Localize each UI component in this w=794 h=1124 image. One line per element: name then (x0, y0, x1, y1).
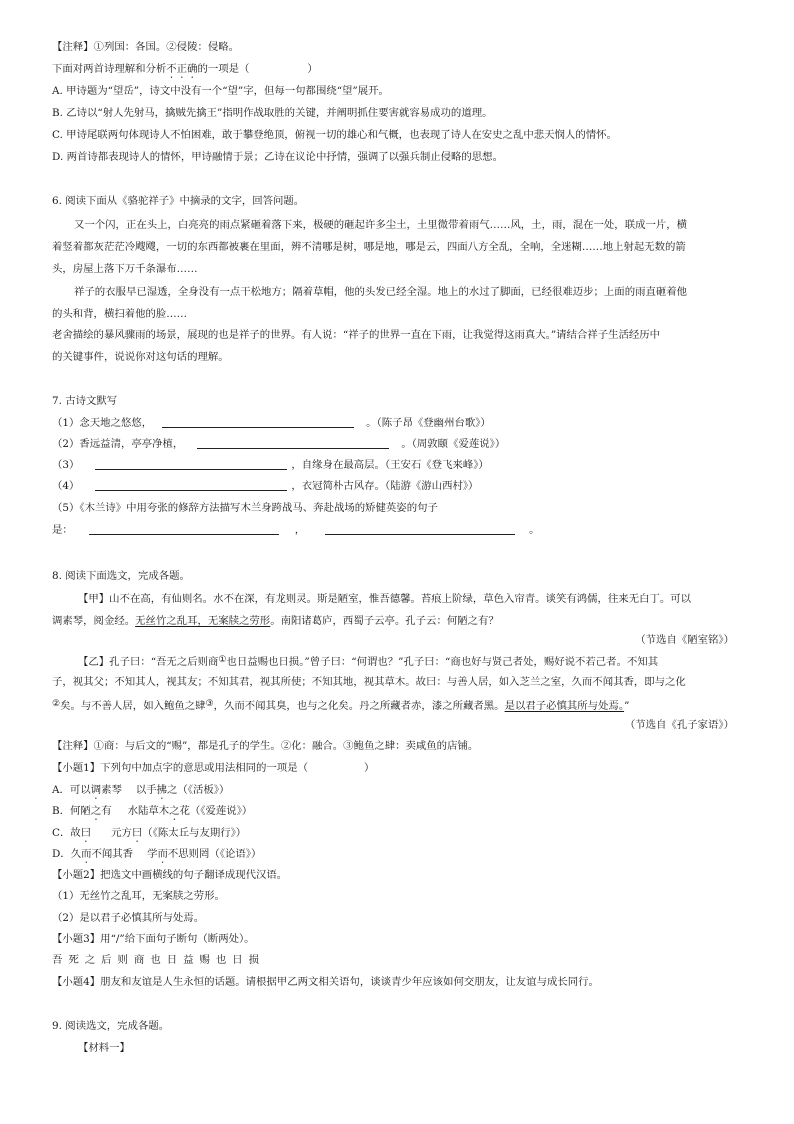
q7-item-1: （1）念天地之悠悠， 。（陈子昂《登幽州台歌》） (52, 417, 491, 429)
q6-passage-line: 的头和背，横扫着他的脸…… (52, 308, 188, 320)
q8-sub2-item: （1）无丝竹之乱耳，无案牍之劳形。 (52, 890, 225, 902)
q8-title: 8. 阅读下面选文，完成各题。 (52, 570, 190, 582)
answer-blank[interactable] (95, 480, 287, 491)
answer-blank[interactable] (325, 524, 515, 535)
q8-jia-source: （节选自《陋室铭》） (635, 634, 734, 646)
q7-item-5: （5）《木兰诗》中用夸张的修辞方法描写木兰身跨战马、奔赴战场的矫健英姿的句子 (52, 502, 438, 514)
q8-sub1-stem: 【小题1】下列句中加点字的意思或用法相同的一项是（ ） (52, 762, 375, 774)
q7-title: 7. 古诗文默写 (52, 395, 118, 407)
q8-yi-line: 【乙】孔子曰：“吾无之后则商①也日益赐也日损。”曾子曰：“何谓也？”孔子曰：“商也好与贤己者处，赐好说不若己者。不知其 (78, 655, 659, 668)
q9-material-heading: 【材料一】 (78, 1042, 130, 1054)
q6-title: 6. 阅读下面从《骆驼祥子》中摘录的文字，回答问题。 (52, 195, 305, 207)
answer-blank[interactable] (89, 524, 279, 535)
answer-blank[interactable] (197, 438, 389, 449)
q9-title: 9. 阅读选文，完成各题。 (52, 1020, 170, 1032)
q7-item-5-answer: 是： ， 。 (52, 524, 540, 536)
q6-passage-line: 着竖着都灰茫茫冷飕飕，一切的东西都被裹在里面，辨不清哪是树，哪是地，哪是云，四面八方全乱，全响，全迷糊……地上射起无数的箭 (52, 241, 686, 253)
q6-passage-line: 又一个闪，正在头上，白亮亮的雨点紧砸着落下来，极硬的砸起许多尘土，土里微带着雨气……风，土，雨，混在一处，联成一片，横 (74, 219, 688, 231)
q7-item-2: （2）香远益清，亭亭净植， 。（周敦颐《爱莲说》） (52, 438, 506, 450)
underlined-sentence: 是以君子必慎其所与处焉。 (504, 700, 625, 712)
q7-item-4: （4） ，衣冠简朴古风存。（陆游《游山西村》） (52, 480, 479, 492)
q8-yi-line: 子，视其父；不知其人，视其友；不知其君，视其所使；不知其地，视其草木。故曰：与善人居，如入芝兰之室，久而不闻其香，即与之化 (52, 676, 686, 688)
q7-item-3: （3） ，自缘身在最高层。（王安石《登飞来峰》） (52, 459, 489, 471)
emphasized-text: 不正确 (166, 63, 198, 75)
underlined-sentence: 无丝竹之乱耳，无案牍之劳形 (135, 615, 271, 627)
q8-sub1-option-d: D．久而不闻其香 学而不思则罔（《论语》） (52, 848, 262, 860)
q8-sub4-stem: 【小题4】朋友和友谊是人生永恒的话题。请根据甲乙两文相关语句，谈谈青少年应该如何交朋友，让友谊与成长同行。 (52, 976, 599, 988)
q8-jia-line: 【甲】山不在高，有仙则名。水不在深，有龙则灵。斯是陋室，惟吾德馨。苔痕上阶绿，草色入帘青。谈笑有鸿儒，往来无白丁。可以 (78, 593, 692, 605)
q8-yi-source: （节选自《孔子家语》） (624, 719, 734, 731)
q5-stem: 下面对两首诗理解和分析不正确的一项是（ ） (52, 63, 318, 75)
q6-question: 的关键事件，说说你对这句话的理解。 (52, 351, 229, 363)
answer-blank[interactable] (95, 459, 287, 470)
q6-question: 老舍描绘的暴风骤雨的场景，展现的也是祥子的世界。有人说：“祥子的世界一直在下雨，让我觉得这雨真大。”请结合祥子生活经历中 (52, 329, 661, 341)
q6-passage-line: 头，房屋上落下万千条瀑布…… (52, 263, 198, 275)
q8-sub3-stem: 【小题3】用“/”给下面句子断句（断两处）。 (52, 933, 255, 945)
q5-option-d: D. 两首诗都表现诗人的情怀，甲诗融情于景；乙诗在议论中抒情，强调了以强兵制止侵略的思想。 (52, 151, 503, 163)
q8-sub1-option-c: C．故曰 元方曰（《陈太丘与友期行》） (52, 827, 247, 839)
q5-option-b: B. 乙诗以“射人先射马，擒贼先擒王”指明作战取胜的关键，并阐明抓住要害就容易成功的道理。 (52, 107, 493, 119)
q8-jia-line: 调素琴，阅金经。无丝竹之乱耳，无案牍之劳形。南阳诸葛庐，西蜀子云亭。孔子云：何陋之有？ (52, 615, 499, 627)
q8-sub2-item: （2）是以君子必慎其所与处焉。 (52, 912, 205, 924)
q8-sub1-option-a: A．可以调素琴 以手拂之（《活板》） (52, 784, 230, 796)
q8-sub1-option-b: B．何陋之有 水陆草木之花（《爱莲说》） (52, 805, 253, 817)
q8-yi-line: ②矣。与不善人居，如入鲍鱼之肆③，久而不闻其臭，也与之化矣。丹之所藏者赤，漆之所藏者黑。是以君子必慎其所与处焉。” (52, 699, 630, 712)
q8-note: 【注释】①商：与后文的“赐”，都是孔子的学生。②化：融合。③鲍鱼之肆：卖咸鱼的店铺。 (52, 740, 479, 752)
q5-note: 【注释】①列国：各国。②侵陵：侵略。 (52, 41, 240, 53)
q8-sub3-text: 吾死之后则商也日益赐也日损 (52, 954, 266, 966)
q6-passage-line: 祥子的衣服早已湿透，全身没有一点干松地方；隔着草帽，他的头发已经全湿。地上的水过了脚面，已经很难迈步；上面的雨直砸着他 (74, 286, 688, 298)
q5-option-c: C. 甲诗尾联两句体现诗人不怕困难，敢于攀登绝顶，俯视一切的雄心和气概，也表现了诗人在安史之乱中悲天悯人的情怀。 (52, 129, 617, 141)
answer-blank[interactable] (162, 417, 354, 428)
q8-sub2-stem: 【小题2】把选文中画横线的句子翻译成现代汉语。 (52, 869, 288, 881)
q5-option-a: A. 甲诗题为“望岳”，诗文中没有一个“望”字，但每一句都围绕“望”展开。 (52, 85, 389, 97)
